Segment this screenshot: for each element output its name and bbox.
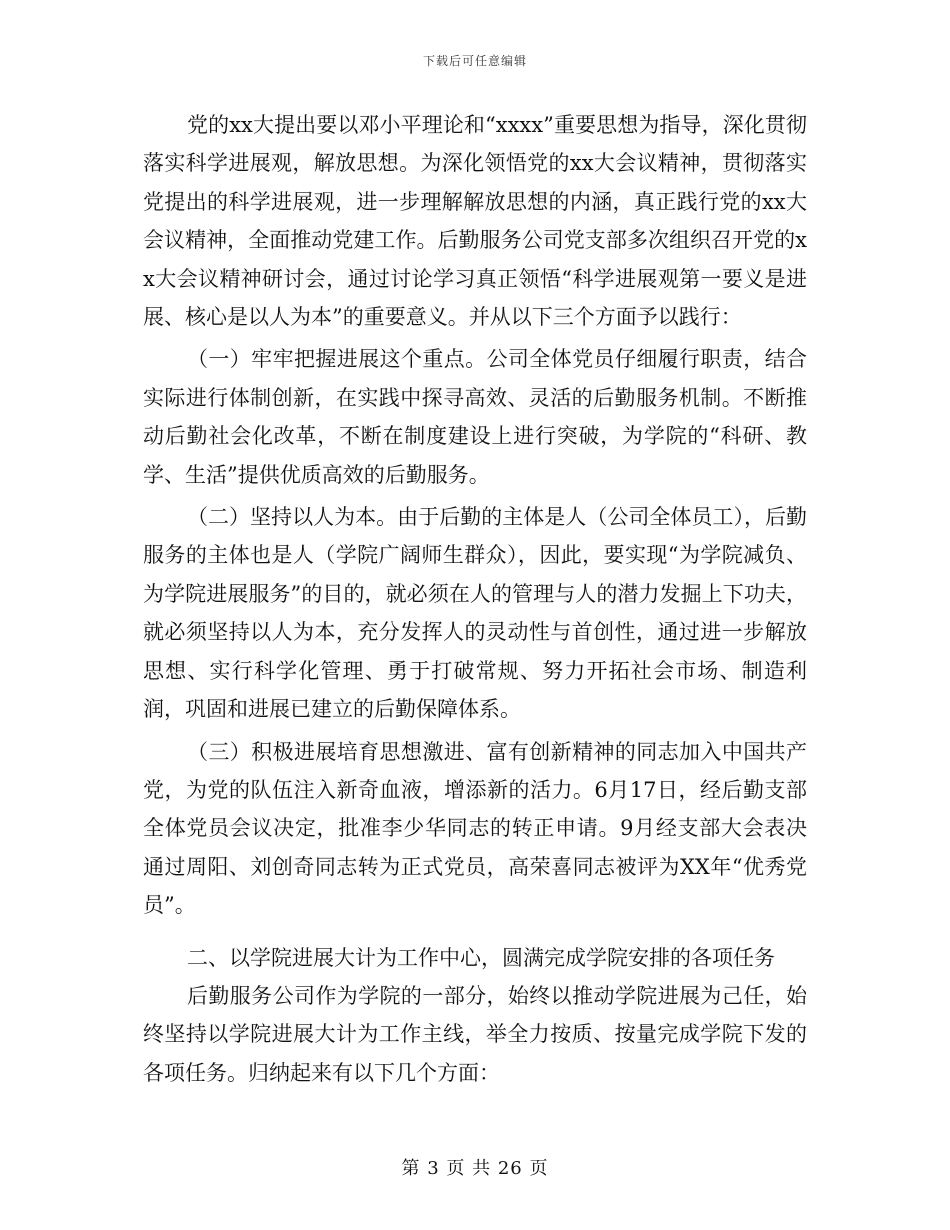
paragraph-section-2-intro: 后勤服务公司作为学院的一部分，始终以推动学院进展为己任，始终坚持以学院进展大计为工作主线，举全力按质、按量完成学院下发的各项任务。归纳起来有以下几个方面： [143,983,807,1085]
header-note: 下载后可任意编辑 [422,54,527,68]
section-heading-2: 二、以学院进展大计为工作中心，圆满完成学院安排的各项任务 [187,945,775,970]
paragraph-point-3: （三）积极进展培育思想激进、富有创新精神的同志加入中国共产党，为党的队伍注入新奇血液，增添新的活力。6月17日，经后勤支部全体党员会议决定，批准李少华同志的转正申请。9月经支部大会表决通过周阳、刘创奇同志转为正式党员，高荣喜同志被评为XX年“优秀党员”。 [143,739,807,918]
document-body [143,106,807,1092]
paragraph-intro: 党的xx大提出要以邓小平理论和“xxxx”重要思想为指导，深化贯彻落实科学进展观，解放思想。为深化领悟党的xx大会议精神，贯彻落实党提出的科学进展观，进一步理解解放思想的内涵，真正践行党的xx大会议精神，全面推动党建工作。后勤服务公司党支部多次组织召开党的xx大会议精神研讨会，通过讨论学习真正领悟“科学进展观第一要义是进展、核心是以人为本”的重要意义。并从以下三个方面予以践行： [143,113,807,330]
paragraph-point-1: （一）牢牢把握进展这个重点。公司全体党员仔细履行职责，结合实际进行体制创新，在实践中探寻高效、灵活的后勤服务机制。不断推动后勤社会化改革，不断在制度建设上进行突破，为学院的“科研、教学、生活”提供优质高效的后勤服务。 [143,347,807,487]
paragraph-point-2: （二）坚持以人为本。由于后勤的主体是人（公司全体员工），后勤服务的主体也是人（学院广阔师生群众），因此，要实现“为学院减负、为学院进展服务”的目的，就必须在人的管理与人的潜力发掘上下功夫，就必须坚持以人为本，充分发挥人的灵动性与首创性，通过进一步解放思想、实行科学化管理、勇于打破常规、努力开拓社会市场、制造利润，巩固和进展已建立的后勤保障体系。 [143,505,807,722]
page-number: 第 3 页 共 26 页 [401,1158,549,1179]
